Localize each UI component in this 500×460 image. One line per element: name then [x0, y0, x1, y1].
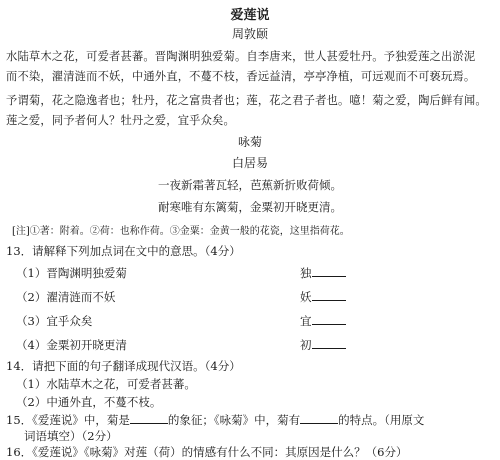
question-15: [6, 412, 424, 428]
footnote: [注]①著：附着。②荷：也称作荷。③金粟：金黄一般的花瓷，这里指荷花。: [12, 226, 350, 237]
q13-item-3-word: 宜: [300, 314, 312, 328]
poem-line-2: 耐寒唯有东篱菊，金粟初开晓更清。: [158, 200, 342, 214]
q15-part-b: 的象征；《咏菊》中，菊有: [167, 413, 301, 427]
question-16: 16．《爱莲说》《咏菊》对莲（荷）的情感有什么不同：其原因是什么？（6分）: [6, 445, 408, 459]
q13-item-1-label: （1）晋陶渊明独爱菊: [16, 266, 127, 280]
q14-item-2: （2）中通外直，不蔓不枝。: [16, 395, 162, 409]
essay-para2-line2: 莲之爱，同予者何人？牡丹之爱，宜乎众矣。: [6, 114, 235, 127]
q13-item-4-answer[interactable]: [300, 337, 346, 353]
essay-para1-line1: 水陆草木之花，可爱者甚蕃。晋陶渊明独爱菊。自李唐来，世人甚爱牡丹。予独爱莲之出淤泥: [6, 50, 476, 63]
q13-item-1-word: 独: [300, 266, 312, 280]
q13-item-3-answer[interactable]: [300, 313, 346, 329]
answer-blank[interactable]: [312, 338, 346, 349]
essay-para2-line1: 予谓菊，花之隐逸者也；牡丹，花之富贵者也；莲，花之君子者也。噫！菊之爱，陶后鲜有闻。: [6, 94, 487, 107]
essay-title: 爱莲说: [230, 8, 270, 23]
answer-blank[interactable]: [312, 314, 346, 325]
question-13: 13．请解释下列加点词在文中的意思。（4分）: [6, 244, 241, 258]
q13-item-4-word: 初: [300, 338, 312, 352]
q15-part-c: 的特点。（用原文: [338, 413, 425, 427]
q13-item-2-word: 妖: [300, 290, 312, 304]
q13-item-2-label: （2）濯清涟而不妖: [16, 290, 116, 304]
question-14: 14．请把下面的句子翻译成现代汉语。（4分）: [6, 359, 241, 373]
q15-blank-1[interactable]: [130, 413, 168, 424]
essay-author: 周敦颐: [231, 27, 268, 41]
answer-blank[interactable]: [312, 266, 346, 277]
q15-part-a: 15．《爱莲说》中，菊是: [6, 413, 130, 427]
answer-blank[interactable]: [312, 290, 346, 301]
poem-title: 咏菊: [237, 135, 262, 149]
q13-item-1-answer[interactable]: [300, 265, 346, 281]
q13-item-2-answer[interactable]: [300, 289, 346, 305]
essay-para1-line2: 而不染，濯清涟而不妖，中通外直，不蔓不枝，香远益清，亭亭净植，可远观而不可亵玩焉。: [6, 70, 476, 83]
q13-item-3-label: （3）宜乎众矣: [16, 314, 93, 328]
q15-blank-2[interactable]: [300, 413, 338, 424]
poem-line-1: 一夜新霜著瓦轻，芭蕉新折败荷倾。: [158, 178, 342, 192]
q13-item-4-label: （4）金粟初开晓更清: [16, 338, 127, 352]
q14-item-1: （1）水陆草木之花，可爱者甚蕃。: [16, 377, 196, 391]
q15-continuation: 词语填空）（2分）: [24, 429, 118, 443]
poem-author: 白居易: [231, 156, 268, 170]
